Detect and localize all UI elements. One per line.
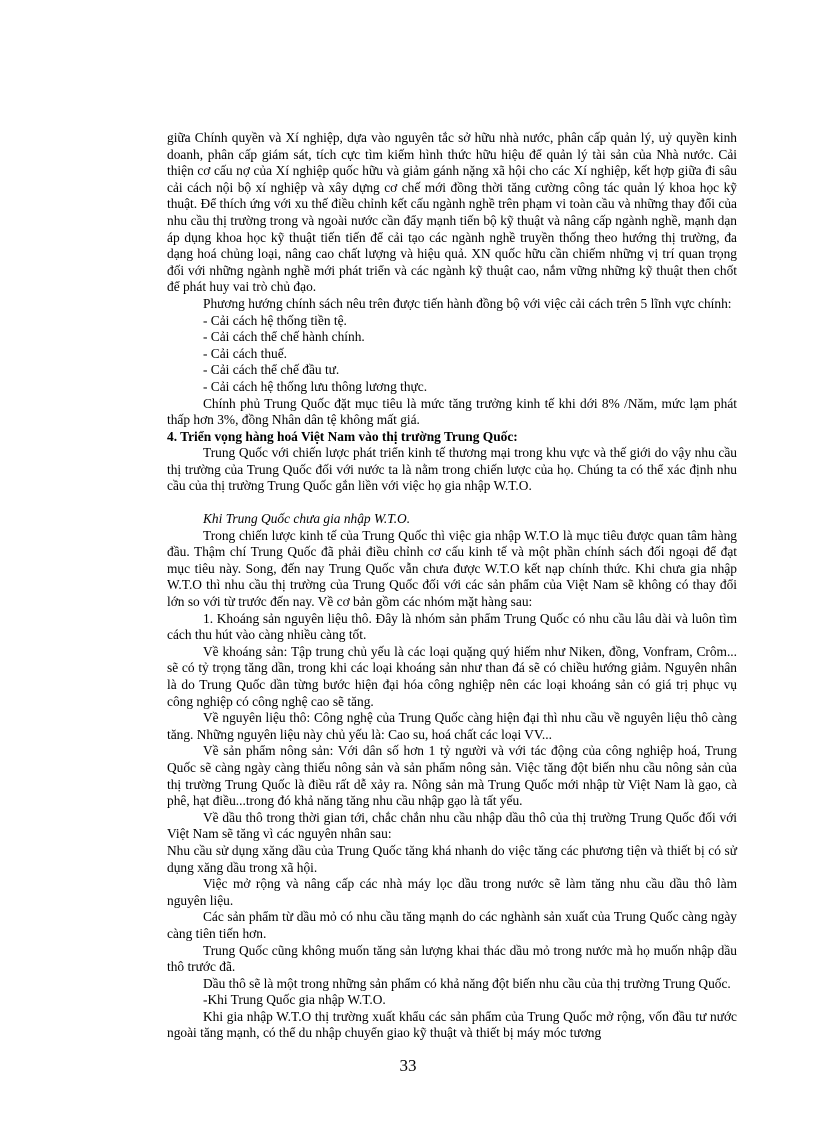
paragraph: Về dầu thô trong thời gian tới, chắc chắn nhu cầu nhập dầu thô của thị trường Trung Quốc đối với Việt Nam sẽ tăng vì các nguyên nhân sau:	[167, 809, 737, 842]
paragraph: Chính phủ Trung Quốc đặt mục tiêu là mức tăng trưởng kinh tế khi dới 8% /Năm, mức lạm phát thấp hơn 3%, đồng Nhân dân tệ không mất giá.	[167, 395, 737, 428]
reform-list	[167, 313, 737, 396]
page-body	[167, 130, 737, 1042]
paragraph: Dầu thô sẽ là một trong những sản phẩm có khả năng đột biến nhu cầu của thị trường Trung Quốc.	[203, 975, 731, 991]
paragraph: Việc mở rộng và nâng cấp các nhà máy lọc dầu trong nước sẽ làm tăng nhu cầu dầu thô làm nguyên liệu.	[167, 876, 737, 908]
list-item: - Cải cách thể chế hành chính.	[203, 329, 365, 345]
list-item: - Cải cách hệ thống tiền tệ.	[203, 312, 347, 328]
page-number: 33	[399, 1056, 417, 1075]
subheading: Khi Trung Quốc chưa gia nhập W.T.O.	[203, 511, 411, 527]
paragraph: -Khi Trung Quốc gia nhập W.T.O.	[203, 992, 386, 1008]
paragraph: Trung Quốc cũng không muốn tăng sản lượng khai thác dầu mỏ trong nước mà họ muốn nhập dầu thô trước đã.	[167, 942, 737, 975]
paragraph: Trong chiến lược kinh tế của Trung Quốc thì việc gia nhập W.T.O là mục tiêu được quan tâm hàng đầu. Thậm chí Trung Quốc đã phải điều chỉnh cơ cấu kinh tế và một phần chính sách đối ngoại để đạt mục tiêu này. Song, đến nay Trung Quốc vẫn chưa được W.T.O kết nạp chính thức. Khi chưa gia nhập W.T.O thì nhu cầu thị trường của Trung Quốc đối với các sản phẩm của Việt Nam sẽ không có thay đổi lớn so với từ trước đến nay. Về cơ bản gồm các nhóm mặt hàng sau:	[167, 527, 737, 610]
section-heading: 4. Triển vọng hàng hoá Việt Nam vào thị trường Trung Quốc:	[167, 428, 518, 444]
paragraph: Nhu cầu sử dụng xăng dầu của Trung Quốc tăng khá nhanh do việc tăng các phương tiện và thiết bị có sử dụng xăng dầu trong xã hội.	[167, 842, 737, 875]
list-item: - Cải cách hệ thống lưu thông lương thực.	[203, 378, 428, 394]
paragraph: Về khoáng sản: Tập trung chủ yếu là các loại quặng quý hiếm như Niken, đồng, Vonfram, Crôm... sẽ có tỷ trọng tăng dần, trong khi các loại khoáng sản như than đá sẽ có chiều hướng giảm. Nguyên nhân là do Trung Quốc dần từng bước hiện đại hóa công nghiệp nên các loại khoáng sản có giá trị phục vụ công nghiệp có công nghệ cao sẽ tăng.	[167, 643, 737, 709]
list-item: - Cải cách thể chế đầu tư.	[203, 362, 340, 378]
list-item: - Cải cách thuế.	[203, 345, 288, 361]
paragraph: giữa Chính quyền và Xí nghiệp, dựa vào nguyên tắc sở hữu nhà nước, phân cấp quản lý, uỷ quyền kinh doanh, phân cấp giám sát, tích cực tìm kiếm hình thức hữu hiệu để quản lý tài sản của Nhà nước. Cải thiện cơ cấu nợ của Xí nghiệp quốc hữu và giảm gánh nặng xã hội cho các Xí nghiệp, kết hợp giữa đi sâu cải cách nội bộ xí nghiệp và xây dựng cơ chế mới đồng thời tăng cường công tác quản lý khoa học kỹ thuật. Để thích ứng với xu thế điều chỉnh kết cấu ngành nghề trên phạm vi toàn cầu và những thay đổi của nhu cầu thị trường trong và ngoài nước cần đẩy mạnh tiến bộ kỹ thuật và nâng cấp ngành nghề, mạnh dạn áp dụng khoa học kỹ thuật tiến tiến để cải tạo các ngành nghề truyền thống theo hướng thị trường, đa dạng hoá chủng loại, nâng cao chất lượng và hiệu quả. XN quốc hữu cần chiếm những vị trí quan trọng đối với những ngành nghề mới phát triển và các ngành kỹ thuật cao, nắm vững những kỹ thuật then chốt để phát huy vai trò chủ đạo.	[167, 130, 737, 295]
paragraph: Về sản phẩm nông sản: Với dân số hơn 1 tỷ người và với tác động của công nghiệp hoá, Trung Quốc sẽ càng ngày càng thiếu nông sản và sản phẩm nông sản. Việc tăng đột biến nhu cầu nông sản của thị trường Trung Quốc là điều rất dễ xảy ra. Nông sản mà Trung Quốc mới nhập từ Việt Nam là gạo, cà phê, hạt điều...trong đó khả năng tăng nhu cầu nhập gạo là tất yếu.	[167, 743, 737, 809]
paragraph: 1. Khoáng sản nguyên liệu thô. Đây là nhóm sản phẩm Trung Quốc có nhu cầu lâu dài và luôn tìm cách thu hút vào càng nhiều càng tốt.	[167, 610, 737, 643]
paragraph: Các sản phẩm từ dầu mỏ có nhu cầu tăng mạnh do các nghành sản xuất của Trung Quốc càng ngày càng tiên tiến hơn.	[167, 909, 737, 941]
paragraph: Phương hướng chính sách nêu trên được tiến hành đồng bộ với việc cải cách trên 5 lĩnh vực chính:	[203, 295, 732, 311]
paragraph: Khi gia nhập W.T.O thị trường xuất khẩu các sản phẩm của Trung Quốc mở rộng, vốn đầu tư nước ngoài tăng mạnh, có thể du nhập chuyển giao kỹ thuật và thiết bị máy móc tương	[167, 1008, 737, 1041]
paragraph: Trung Quốc với chiến lược phát triển kinh tế thương mại trong khu vực và thế giới do vậy nhu cầu thị trường của Trung Quốc đối với nước ta là nằm trong chiến lược của họ. Chúng ta có thể xác định nhu cầu của thị trường Trung Quốc gắn liền với việc họ gia nhập W.T.O.	[167, 445, 737, 494]
paragraph: Về nguyên liệu thô: Công nghệ của Trung Quốc càng hiện đại thì nhu cầu về nguyên liệu thô càng tăng. Những nguyên liệu này chủ yếu là: Cao su, hoá chất các loại VV...	[167, 710, 737, 742]
